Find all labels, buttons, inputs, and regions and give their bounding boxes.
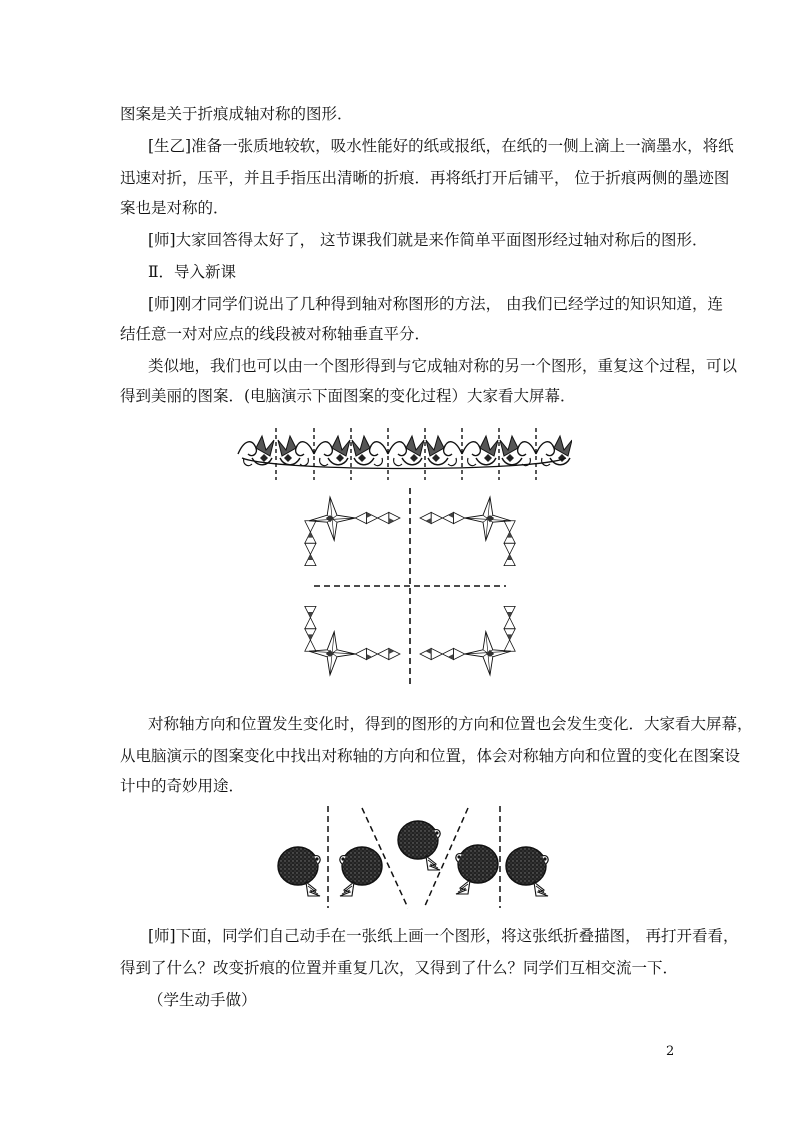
text-line: 得到美丽的图案．(电脑演示下面图案的变化过程）大家看大屏幕． (120, 387, 576, 405)
top-left-pattern (305, 497, 400, 566)
fish-1 (278, 847, 320, 896)
text-line: 迅速对折，压平，并且手指压出清晰的折痕．再将纸打开后铺平， 位于折痕两侧的墨迹图 (120, 169, 730, 187)
bottom-right-pattern (420, 606, 515, 675)
text-line: 图案是关于折痕成轴对称的图形． (120, 105, 353, 123)
text-line: 得到了什么？改变折痕的位置并重复几次，又得到了什么？同学们互相交流一下． (120, 959, 679, 977)
text-line: （学生动手做） (148, 991, 257, 1009)
fish-4 (456, 845, 498, 894)
text-line: 对称轴方向和位置发生变化时，得到的图形的方向和位置也会发生变化．大家看大屏幕， (148, 715, 753, 733)
pattern-motifs (238, 436, 572, 466)
text-line: 结任意一对对应点的线段被对称轴垂直平分． (120, 325, 431, 343)
fish-reflection-figure (272, 804, 554, 910)
text-line: [师]大家回答得太好了， 这节课我们就是来作简单平面图形经过轴对称后的图形． (148, 231, 708, 249)
text-line: [师]下面，同学们自己动手在一张纸上画一个图形，将这张纸折叠描图， 再打开看看， (148, 927, 739, 945)
page-number: 2 (666, 1044, 675, 1059)
text-line: 案也是对称的． (120, 199, 229, 217)
top-right-pattern (420, 497, 515, 566)
text-line: [生乙]准备一张质地较软，吸水性能好的纸或报纸，在纸的一侧上滴上一滴墨水，将纸 (148, 137, 734, 155)
text-line: [师]刚才同学们说出了几种得到轴对称图形的方法， 由我们已经学过的知识知道，连 (148, 295, 724, 313)
text-line: 计中的奇妙用途． (120, 777, 245, 795)
text-line: 从电脑演示的图案变化中找出对称轴的方向和位置，体会对称轴方向和位置的变化在图案设 (120, 747, 741, 765)
section-heading: Ⅱ．导入新课 (148, 263, 237, 281)
text-line: 类似地，我们也可以由一个图形得到与它成轴对称的另一个图形，重复这个过程，可以 (148, 357, 738, 375)
quadrant-reflection-figure (300, 488, 520, 684)
fish-2 (340, 847, 382, 896)
border-pattern-figure (236, 428, 572, 480)
bottom-left-pattern (305, 606, 400, 675)
fish-3 (398, 821, 440, 870)
fish-5 (506, 847, 548, 896)
